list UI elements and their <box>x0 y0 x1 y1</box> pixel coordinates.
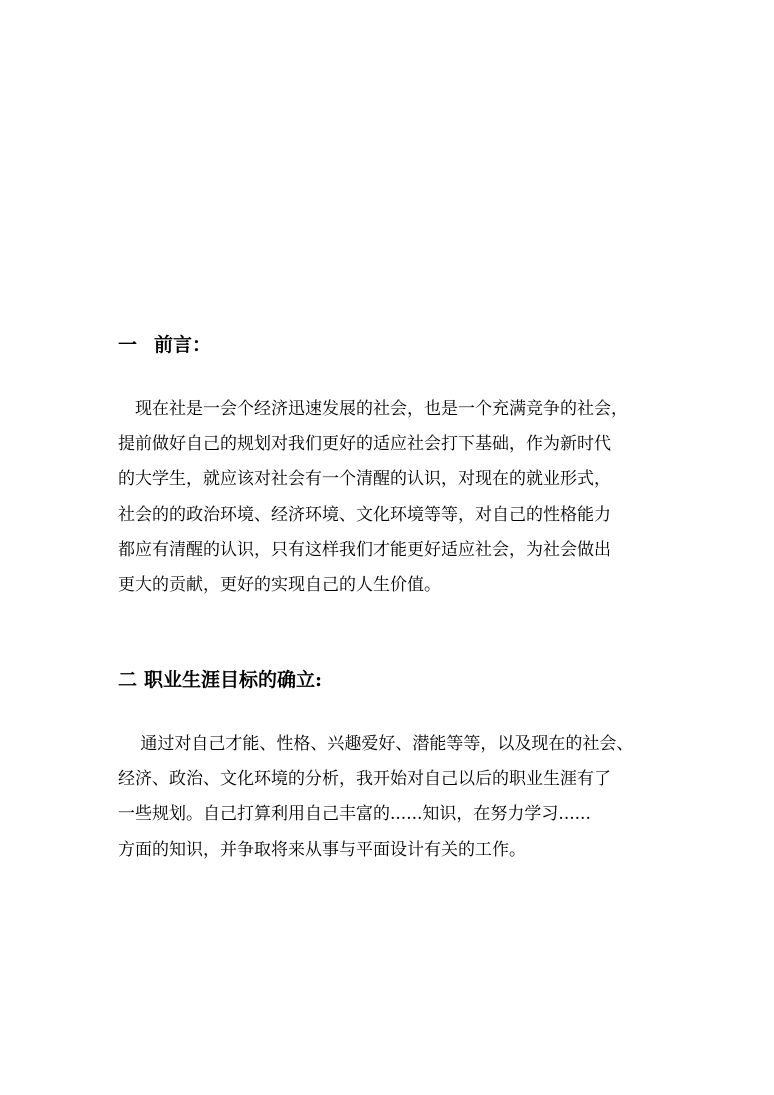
paragraph-line: 更大的贡献，更好的实现自己的人生价值。 <box>118 574 441 595</box>
paragraph-line: 经济、政治、文化环境的分析，我开始对自己以后的职业生涯有了 <box>118 769 611 790</box>
section-title: 前言： <box>154 334 212 356</box>
paragraph-line: 社会的的政治环境、经济环境、文化环境等等，对自己的性格能力 <box>118 504 611 525</box>
section-number: 一 <box>118 334 138 356</box>
paragraph-line: 方面的知识，并争取将来从事与平面设计有关的工作。 <box>118 839 526 860</box>
paragraph-line: 的大学生，就应该对社会有一个清醒的认识，对现在的就业形式， <box>118 469 611 490</box>
section-paragraph-preface <box>118 392 628 603</box>
section-paragraph-career-goal <box>118 727 633 868</box>
paragraph-line: 提前做好自己的规划对我们更好的适应社会打下基础，作为新时代 <box>118 434 611 455</box>
paragraph-line: 一些规划。自己打算利用自己丰富的......知识，在努力学习...... <box>118 804 591 825</box>
paragraph-line: 都应有清醒的认识，只有这样我们才能更好适应社会，为社会做出 <box>118 539 611 560</box>
section-number: 二 <box>118 669 138 691</box>
section-heading-career-goal <box>118 668 322 692</box>
section-title: 职业生涯目标的确立: <box>144 669 323 691</box>
paragraph-line: 通过对自己才能、性格、兴趣爱好、潜能等等，以及现在的社会、 <box>118 734 634 754</box>
section-heading-preface <box>118 333 211 357</box>
paragraph-line: 现在社是一会个经济迅速发展的社会，也是一个充满竞争的社会， <box>118 399 628 419</box>
